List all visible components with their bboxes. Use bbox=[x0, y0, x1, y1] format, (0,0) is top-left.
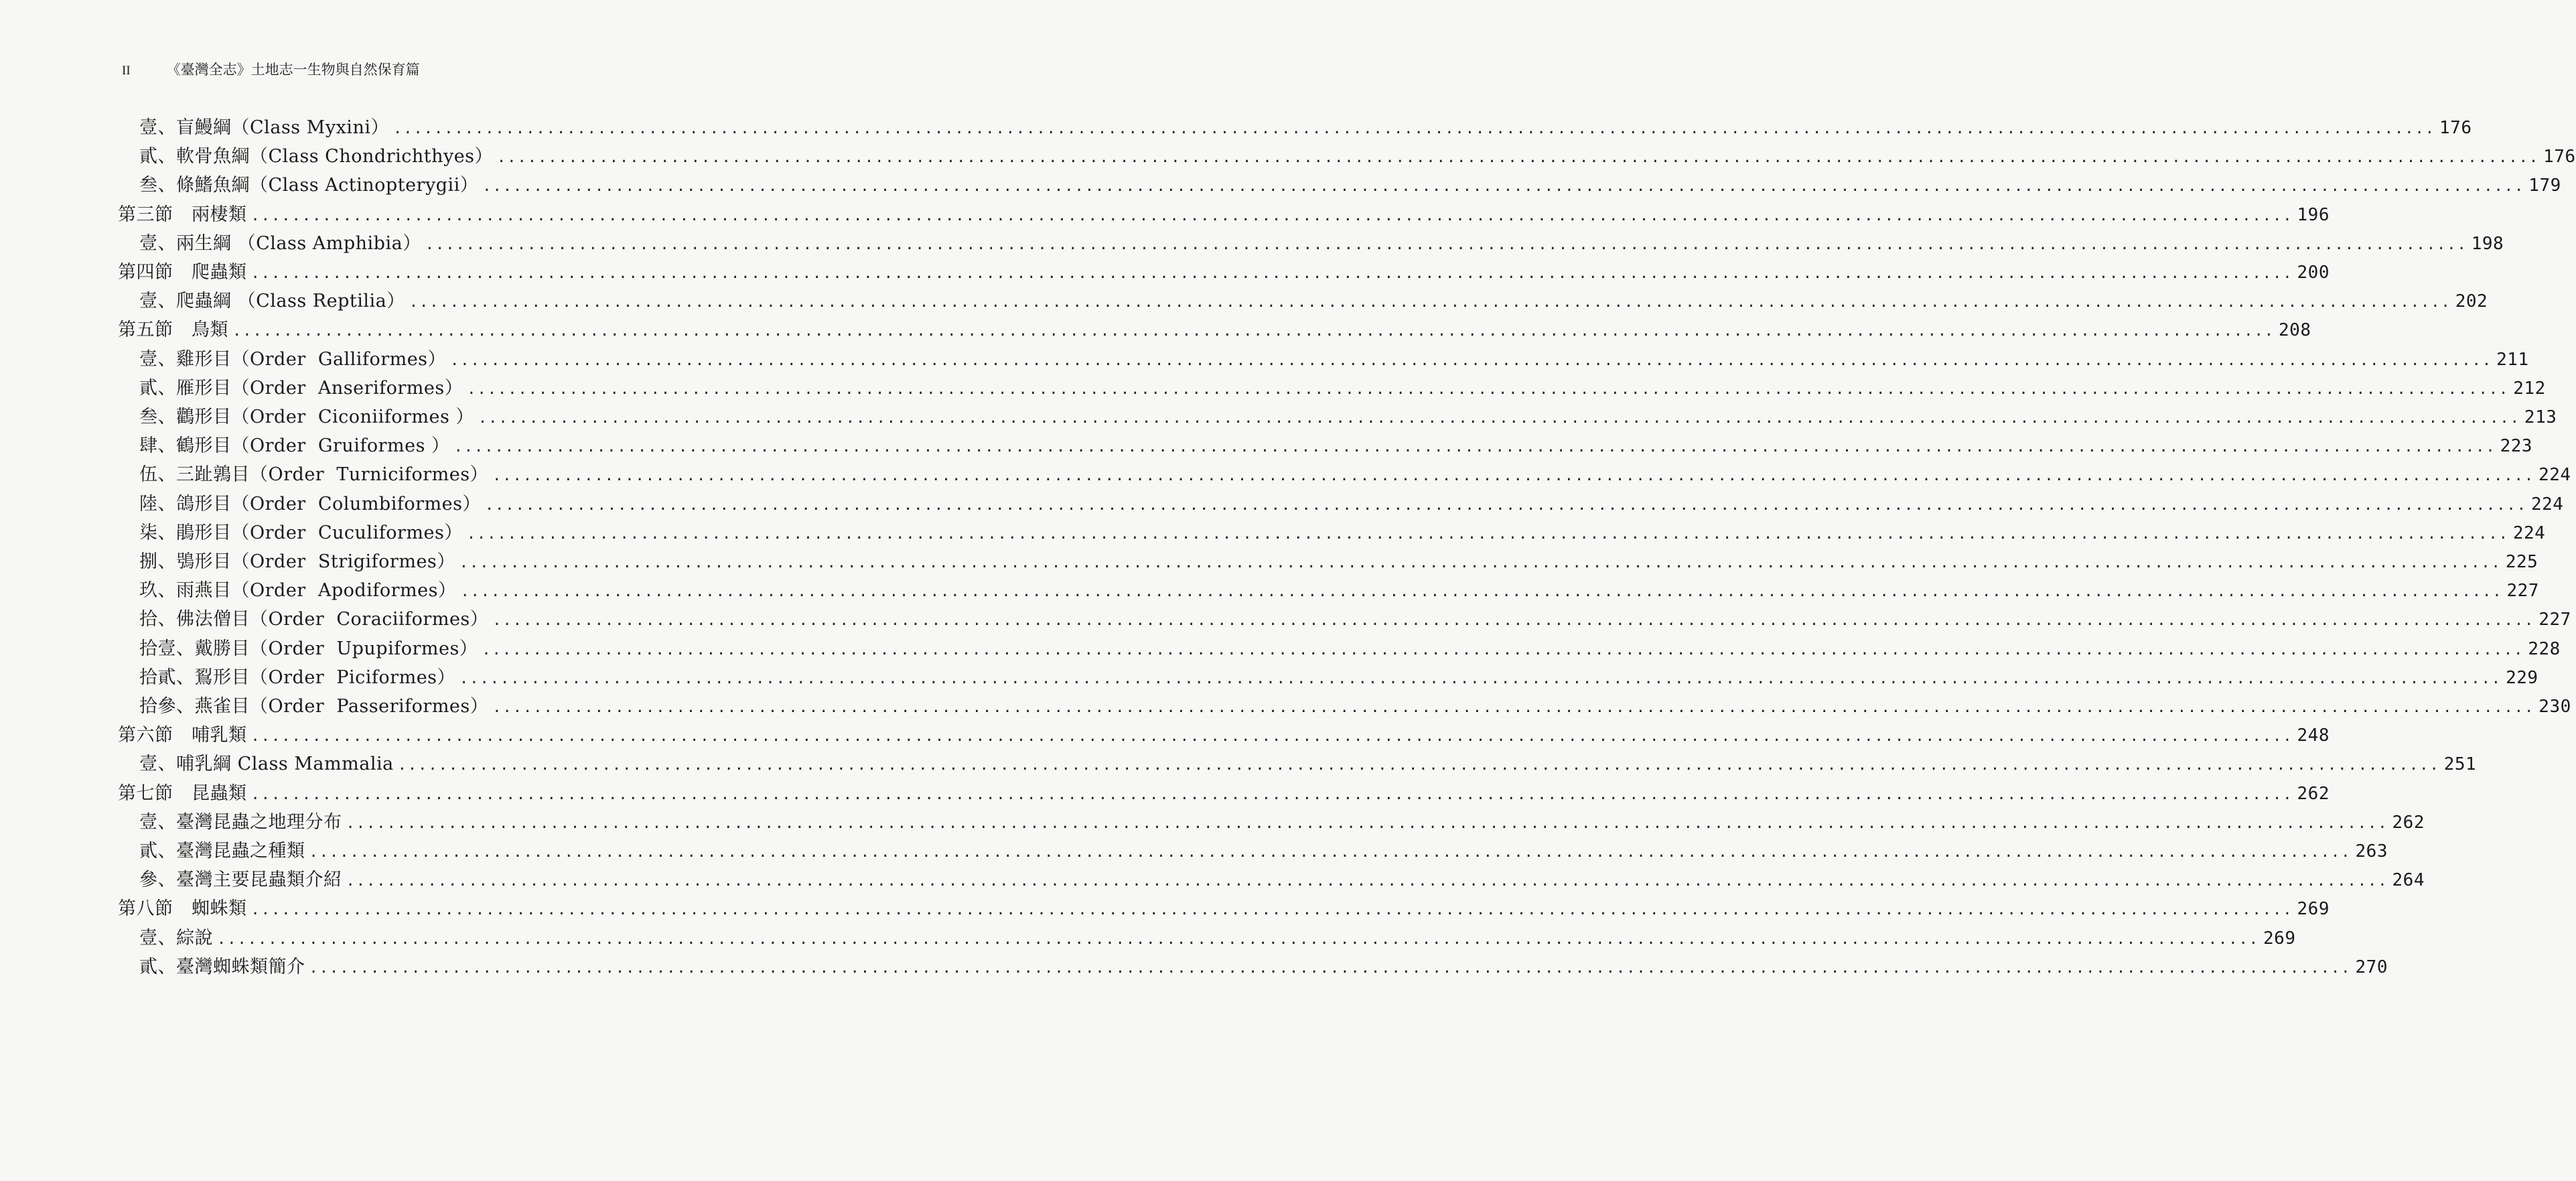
toc-subsection-entry[interactable] bbox=[139, 952, 2388, 979]
toc-entry-page-number: 196 bbox=[2297, 204, 2330, 225]
toc-subsection-entry[interactable] bbox=[139, 604, 2571, 631]
toc-subsection-entry[interactable] bbox=[139, 807, 2425, 834]
toc-leader-dots: ........................................................................................................................................................................................................ bbox=[251, 902, 2293, 919]
toc-leader-dots: ........................................................................................................................................................................................................ bbox=[397, 757, 2440, 774]
toc-subsection-entry[interactable] bbox=[139, 286, 2488, 313]
toc-leader-dots: ........................................................................................................................................................................................................ bbox=[346, 815, 2388, 832]
toc-entry-page-number: 211 bbox=[2496, 349, 2529, 370]
toc-leader-dots: ........................................................................................................................................................................................................ bbox=[309, 959, 2352, 977]
toc-leader-dots: ........................................................................................................................................................................................................ bbox=[460, 583, 2503, 601]
toc-entry-title: 第四節 爬蟲類 bbox=[118, 262, 247, 283]
toc-leader-dots: ........................................................................................................................................................................................................ bbox=[217, 930, 2260, 948]
toc-entry-page-number: 225 bbox=[2505, 552, 2538, 572]
toc-leader-dots: ........................................................................................................................................................................................................ bbox=[459, 670, 2502, 687]
toc-entry-title: 第三節 兩棲類 bbox=[118, 204, 247, 225]
toc-leader-dots: ........................................................................................................................................................................................................ bbox=[482, 641, 2524, 658]
toc-entry-title: 壹、兩生綱 （Class Amphibia） bbox=[139, 232, 421, 254]
toc-leader-dots: ........................................................................................................................................................................................................ bbox=[251, 207, 2293, 224]
toc-entry-title: 第六節 哺乳類 bbox=[118, 725, 247, 746]
toc-entry-page-number: 200 bbox=[2297, 263, 2330, 283]
toc-entry-page-number: 229 bbox=[2506, 667, 2538, 688]
toc-subsection-entry[interactable] bbox=[139, 170, 2561, 197]
toc-entry-title: 貳、軟骨魚綱（Class Chondrichthyes） bbox=[139, 146, 494, 167]
running-header bbox=[122, 59, 420, 79]
toc-leader-dots: ........................................................................................................................................................................................................ bbox=[309, 844, 2352, 861]
toc-leader-dots: ........................................................................................................................................................................................................ bbox=[251, 728, 2293, 746]
toc-entry-page-number: 198 bbox=[2471, 233, 2504, 254]
toc-entry-page-number: 224 bbox=[2538, 465, 2571, 486]
toc-subsection-entry[interactable] bbox=[139, 547, 2538, 573]
toc-entry-page-number: 224 bbox=[2512, 523, 2546, 543]
toc-entry-page-number: 213 bbox=[2524, 407, 2557, 427]
toc-entry-page-number: 270 bbox=[2355, 957, 2388, 977]
toc-entry-page-number: 251 bbox=[2443, 754, 2477, 775]
toc-entry-title: 柒、鵑形目（Order Cuculiformes） bbox=[139, 522, 463, 543]
toc-entry-page-number: 230 bbox=[2538, 697, 2571, 717]
toc-entry-title: 拾貳、鴷形目（Order Piciformes） bbox=[139, 667, 456, 688]
toc-leader-dots: ........................................................................................................................................................................................................ bbox=[492, 468, 2535, 485]
toc-leader-dots: ........................................................................................................................................................................................................ bbox=[467, 380, 2510, 398]
toc-entry-title: 第八節 蜘蛛類 bbox=[118, 898, 247, 920]
toc-leader-dots: ........................................................................................................................................................................................................ bbox=[492, 612, 2535, 630]
header-page-number: II bbox=[122, 64, 131, 78]
toc-entry-title: 貳、臺灣蜘蛛類簡介 bbox=[139, 956, 305, 977]
toc-leader-dots: ........................................................................................................................................................................................................ bbox=[251, 265, 2293, 282]
toc-section-entry[interactable] bbox=[118, 257, 2330, 284]
toc-leader-dots: ........................................................................................................................................................................................................ bbox=[346, 873, 2388, 890]
header-book-title: 《臺灣全志》土地志一生物與自然保育篇 bbox=[166, 62, 420, 78]
toc-entry-page-number: 227 bbox=[2538, 610, 2571, 630]
toc-entry-page-number: 264 bbox=[2392, 870, 2425, 891]
toc-leader-dots: ........................................................................................................................................................................................................ bbox=[251, 786, 2293, 803]
toc-entry-page-number: 208 bbox=[2279, 320, 2311, 341]
toc-subsection-entry[interactable] bbox=[139, 431, 2533, 458]
toc-leader-dots: ........................................................................................................................................................................................................ bbox=[492, 699, 2535, 716]
toc-entry-title: 壹、盲鰻綱（Class Myxini） bbox=[139, 117, 389, 138]
toc-subsection-entry[interactable] bbox=[139, 489, 2564, 516]
toc-subsection-entry[interactable] bbox=[139, 141, 2576, 168]
toc-subsection-entry[interactable] bbox=[139, 836, 2388, 863]
toc-entry-page-number: 228 bbox=[2528, 638, 2561, 659]
toc-subsection-entry[interactable] bbox=[139, 865, 2425, 892]
toc-subsection-entry[interactable] bbox=[139, 518, 2546, 545]
toc-subsection-entry[interactable] bbox=[139, 373, 2546, 400]
toc-entry-page-number: 179 bbox=[2528, 176, 2561, 196]
toc-leader-dots: ........................................................................................................................................................................................................ bbox=[478, 410, 2520, 427]
toc-entry-title: 貳、臺灣昆蟲之種類 bbox=[139, 841, 305, 861]
toc-entry-title: 叁、鸛形目（Order Ciconiiformes ） bbox=[139, 407, 474, 427]
toc-leader-dots: ........................................................................................................................................................................................................ bbox=[453, 439, 2496, 456]
toc-section-entry[interactable] bbox=[118, 315, 2311, 342]
toc-leader-dots: ........................................................................................................................................................................................................ bbox=[466, 525, 2509, 543]
toc-entry-title: 伍、三趾鶉目（Order Turniciformes） bbox=[139, 464, 489, 486]
toc-leader-dots: ........................................................................................................................................................................................................ bbox=[409, 294, 2451, 311]
toc-entry-title: 玖、雨燕目（Order Apodiformes） bbox=[139, 580, 457, 602]
toc-leader-dots: ........................................................................................................................................................................................................ bbox=[482, 178, 2525, 196]
toc-entry-page-number: 224 bbox=[2530, 494, 2564, 514]
toc-subsection-entry[interactable] bbox=[139, 460, 2571, 486]
toc-leader-dots: ........................................................................................................................................................................................................ bbox=[392, 121, 2436, 137]
toc-entry-page-number: 202 bbox=[2455, 291, 2488, 312]
toc-entry-page-number: 269 bbox=[2297, 899, 2330, 920]
toc-section-entry[interactable] bbox=[118, 720, 2330, 747]
toc-entry-title: 壹、哺乳綱 Class Mammalia bbox=[139, 754, 394, 775]
toc-leader-dots: ........................................................................................................................................................................................................ bbox=[497, 149, 2540, 167]
toc-subsection-entry[interactable] bbox=[139, 113, 2472, 139]
toc-entry-title: 陸、鴿形目（Order Columbiformes） bbox=[139, 493, 481, 514]
toc-entry-page-number: 223 bbox=[2500, 436, 2533, 457]
toc-entry-page-number: 176 bbox=[2439, 118, 2472, 138]
toc-entry-page-number: 212 bbox=[2513, 378, 2546, 399]
toc-leader-dots: ........................................................................................................................................................................................................ bbox=[425, 236, 2467, 253]
toc-entry-title: 第七節 昆蟲類 bbox=[118, 782, 247, 804]
toc-entry-page-number: 248 bbox=[2297, 725, 2330, 746]
toc-entry-title: 壹、綜說 bbox=[139, 927, 213, 949]
toc-subsection-entry[interactable] bbox=[139, 402, 2557, 429]
toc-entry-title: 壹、雞形目（Order Galliformes） bbox=[139, 348, 447, 370]
toc-section-entry[interactable] bbox=[118, 200, 2330, 226]
toc-entry-page-number: 269 bbox=[2263, 928, 2296, 949]
toc-entry-title: 拾參、燕雀目（Order Passeriformes） bbox=[139, 696, 489, 717]
toc-entry-title: 貳、雁形目（Order Anseriformes） bbox=[139, 377, 463, 399]
toc-entry-title: 壹、臺灣昆蟲之地理分布 bbox=[139, 811, 342, 833]
toc-subsection-entry[interactable] bbox=[139, 923, 2296, 950]
toc-entry-title: 參、臺灣主要昆蟲類介紹 bbox=[139, 870, 342, 891]
toc-subsection-entry[interactable] bbox=[139, 344, 2529, 371]
toc-entry-title: 第五節 鳥類 bbox=[118, 320, 228, 341]
toc-entry-title: 拾、佛法僧目（Order Coraciiformes） bbox=[139, 609, 489, 630]
toc-entry-title: 拾壹、戴勝目（Order Upupiformes） bbox=[139, 638, 478, 659]
toc-leader-dots: ........................................................................................................................................................................................................ bbox=[450, 352, 2493, 369]
toc-section-entry[interactable] bbox=[118, 894, 2330, 920]
toc-subsection-entry[interactable] bbox=[139, 663, 2538, 689]
toc-entry-title: 肆、鶴形目（Order Gruiformes ） bbox=[139, 435, 450, 457]
toc-entry-title: 叁、條鰭魚綱（Class Actinopterygii） bbox=[139, 175, 479, 196]
toc-subsection-entry[interactable] bbox=[139, 691, 2571, 718]
toc-entry-page-number: 263 bbox=[2355, 841, 2388, 861]
toc-subsection-entry[interactable] bbox=[139, 228, 2504, 255]
toc-subsection-entry[interactable] bbox=[139, 749, 2477, 776]
toc-entry-title: 捌、鴞形目（Order Strigiformes） bbox=[139, 551, 455, 572]
toc-subsection-entry[interactable] bbox=[139, 575, 2539, 602]
toc-subsection-entry[interactable] bbox=[139, 634, 2561, 661]
toc-entry-page-number: 227 bbox=[2506, 581, 2539, 602]
toc-leader-dots: ........................................................................................................................................................................................................ bbox=[459, 555, 2502, 571]
toc-entry-title: 壹、爬蟲綱 （Class Reptilia） bbox=[139, 291, 405, 312]
toc-leader-dots: ........................................................................................................................................................................................................ bbox=[484, 496, 2527, 514]
toc-entry-page-number: 176 bbox=[2543, 147, 2576, 167]
toc-section-entry[interactable] bbox=[118, 778, 2330, 805]
toc-entry-page-number: 262 bbox=[2297, 783, 2330, 804]
toc-leader-dots: ........................................................................................................................................................................................................ bbox=[232, 323, 2275, 340]
toc-entry-page-number: 262 bbox=[2392, 812, 2425, 833]
